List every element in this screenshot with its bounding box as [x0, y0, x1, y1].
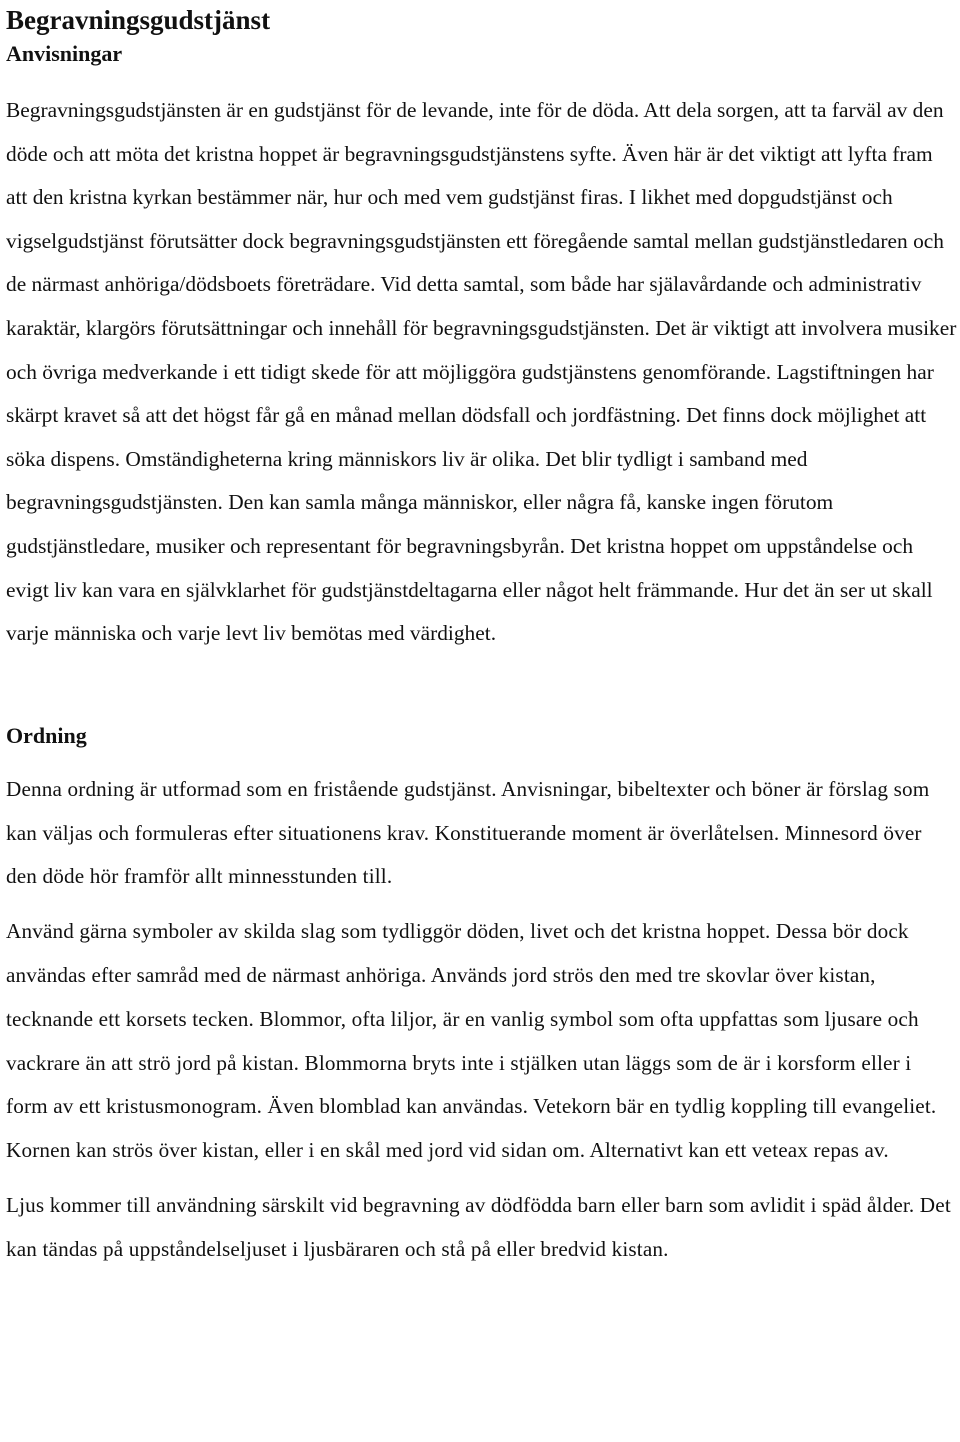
intro-paragraph: Begravningsgudstjänsten är en gudstjänst för de levande, inte för de döda. Att dela sorgen, att ta farväl av den döde och att möta det kristna hoppet är begravningsgudstjänstens syfte. Även här är det viktigt att lyfta fram att den kristna kyrkan bestämmer när, hur och med vem gudstjänst firas. I likhet med dopgudstjänst och vigselgudstjänst förutsätter dock begravningsgudstjänsten ett föregående samtal mellan gudstjänstledaren och de närmast anhöriga/dödsboets företrädare. Vid detta samtal, som både har själavårdande och administrativ karaktär, klargörs förutsättningar och innehåll för begravningsgudstjänsten. Det är viktigt att involvera musiker och övriga medverkande i ett tidigt skede för att möjliggöra gudstjänstens genomförande. Lagstiftningen har skärpt kravet så att det högst får gå en månad mellan dödsfall och jordfästning. Det finns dock möjlighet att söka dispens. Omständigheterna kring människors liv är olika. Det blir tydligt i samband med begravningsgudstjänsten. Den kan samla många människor, eller några få, kanske ingen förutom gudstjänstledare, musiker och representant för begravningsbyrån. Det kristna hoppet om uppståndelse och evigt liv kan vara en självklarhet för gudstjänstdeltagarna eller något helt främmande. Hur det än ser ut skall varje människa och varje levt liv bemötas med värdighet.: [6, 98, 957, 646]
section-heading-ordning: Ordning: [6, 722, 87, 748]
document-page: [6, 0, 958, 1271]
ordning-paragraph-2: Använd gärna symboler av skilda slag som tydliggör döden, livet och det kristna hoppet. Dessa bör dock användas efter samråd med de närmast anhöriga. Används jord strös den med tre skovlar över kistan, tecknande ett korsets tecken. Blommor, ofta liljor, är en vanlig symbol som ofta uppfattas som ljusare och vackrare än att strö jord på kistan. Blommorna bryts inte i stjälken utan läggs som de är i korsform eller i form av ett kristusmonogram. Även blomblad kan användas. Vetekorn bär en tydlig koppling till evangeliet. Kornen kan strös över kistan, eller i en skål med jord vid sidan om. Alternativt kan ett veteax repas av.: [6, 919, 937, 1163]
document-subtitle: Anvisningar: [6, 41, 123, 66]
ordning-paragraph-3: Ljus kommer till användning särskilt vid begravning av dödfödda barn eller barn som avlidit i späd ålder. Det kan tändas på uppståndelseljuset i ljusbäraren och stå på eller bredvid kistan.: [6, 1192, 951, 1261]
document-title: Begravningsgudstjänst: [6, 5, 271, 35]
ordning-paragraph-1: Denna ordning är utformad som en fristående gudstjänst. Anvisningar, bibeltexter och böner är förslag som kan väljas och formuleras efter situationens krav. Konstituerande moment är överlåtelsen. Minnesord över den döde hör framför allt minnesstunden till.: [6, 776, 930, 889]
